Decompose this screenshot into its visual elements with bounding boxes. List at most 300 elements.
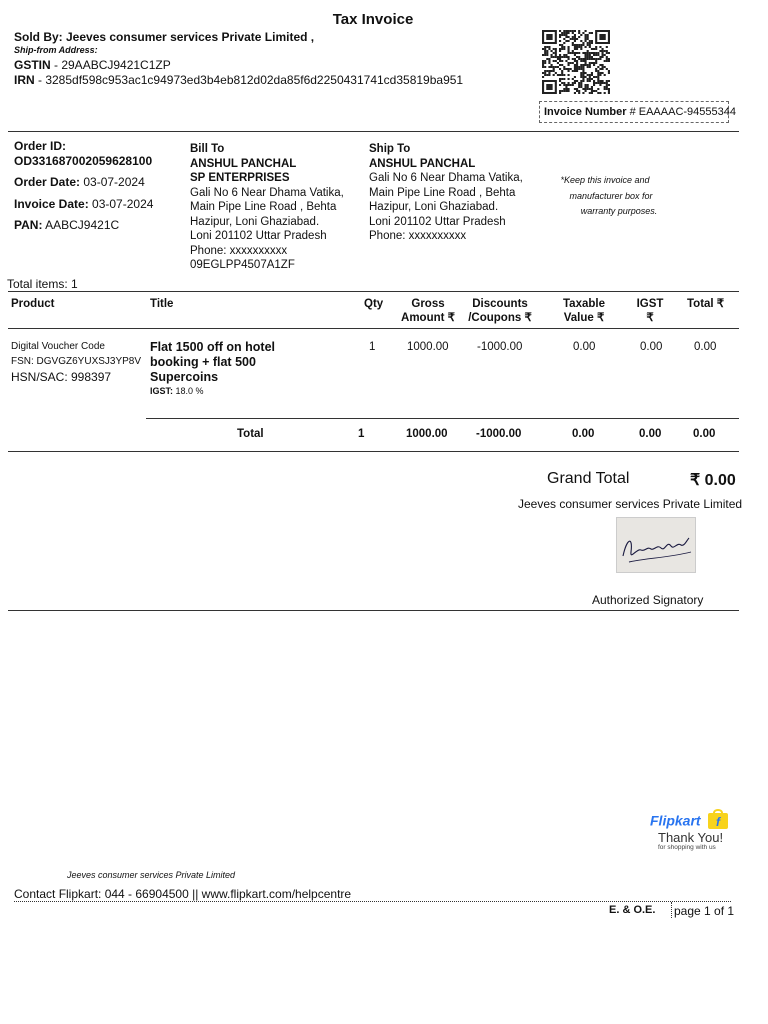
qr-module [565, 32, 567, 34]
col-header-qty: Qty [364, 298, 384, 310]
qr-module [606, 68, 608, 70]
qr-module [578, 30, 580, 32]
qr-module [572, 82, 574, 84]
qr-module [544, 66, 546, 68]
qr-module [542, 60, 544, 62]
qr-module [580, 84, 582, 86]
qr-module [597, 82, 599, 84]
gstin-label: GSTIN [14, 58, 51, 72]
qr-module [595, 90, 597, 92]
order-date-value: 03-07-2024 [80, 175, 145, 189]
qr-module [599, 58, 601, 60]
qr-module [568, 64, 570, 66]
qr-module [602, 72, 604, 74]
qr-module [574, 88, 576, 90]
qr-module [568, 48, 570, 50]
qr-module [555, 66, 557, 68]
qr-module [585, 72, 587, 74]
ship-to-block [369, 142, 523, 244]
qr-module [587, 64, 589, 66]
col-header-product: Product [11, 298, 55, 310]
thank-you: Thank You! [658, 830, 724, 845]
qr-module [553, 52, 555, 54]
qr-module [574, 38, 576, 40]
qr-module [548, 48, 550, 50]
total-items: Total items: 1 [7, 277, 78, 291]
qr-module [553, 56, 555, 58]
qr-module [591, 78, 593, 80]
qr-module [563, 82, 565, 84]
qr-module [555, 50, 557, 52]
totals-gross: 1000.00 [406, 428, 448, 440]
qr-module [548, 62, 550, 64]
qr-module [591, 42, 593, 44]
qr-module [585, 40, 587, 42]
qr-module [587, 84, 589, 86]
qr-module [544, 46, 546, 48]
qr-module [559, 44, 561, 46]
qr-module [576, 64, 578, 66]
qr-module [587, 66, 589, 68]
qr-module [582, 72, 584, 74]
qr-module [568, 62, 570, 64]
qr-module [599, 46, 601, 48]
qr-module [555, 52, 557, 54]
qr-module [559, 74, 561, 76]
qr-module [574, 40, 576, 42]
qr-module [565, 68, 567, 70]
qr-module [591, 62, 593, 64]
qr-module [582, 88, 584, 90]
qr-module [608, 60, 610, 62]
order-id-label: Order ID: [14, 139, 67, 153]
qr-module [561, 72, 563, 74]
qr-module [542, 64, 544, 66]
qr-module [595, 70, 597, 72]
qr-module [570, 30, 572, 32]
qr-module [595, 54, 597, 56]
qr-module [587, 54, 589, 56]
qr-module [580, 76, 582, 78]
qr-module [589, 92, 591, 94]
qr-module [582, 70, 584, 72]
bill-to-line: Gali No 6 Near Dhama Vatika, [190, 186, 344, 199]
qr-module [587, 38, 589, 40]
qr-code [542, 30, 610, 94]
qr-module [548, 46, 550, 48]
qr-module [587, 44, 589, 46]
qr-module [593, 48, 595, 50]
qr-module [574, 60, 576, 62]
qr-module [608, 84, 610, 86]
qr-module [576, 52, 578, 54]
col-header-discounts [465, 297, 535, 325]
qr-module [585, 38, 587, 40]
qr-module [563, 46, 565, 48]
qr-module [561, 46, 563, 48]
qr-module [551, 54, 553, 56]
bill-to-block [190, 142, 344, 273]
qr-module [593, 54, 595, 56]
qr-module [582, 58, 584, 60]
qr-module [589, 62, 591, 64]
qr-module [578, 36, 580, 38]
qr-module [602, 48, 604, 50]
order-date [14, 175, 145, 189]
qr-module [561, 44, 563, 46]
qr-module [576, 38, 578, 40]
qr-module [572, 42, 574, 44]
qr-module [599, 80, 601, 82]
qr-module [608, 72, 610, 74]
qr-module [585, 46, 587, 48]
qr-module [589, 64, 591, 66]
qr-module [602, 64, 604, 66]
qr-module [568, 74, 570, 76]
qr-module [551, 64, 553, 66]
qr-module [576, 48, 578, 50]
qr-module [565, 40, 567, 42]
col-header-igst [630, 297, 670, 325]
qr-module [574, 80, 576, 82]
qr-module [591, 40, 593, 42]
table-top-border [8, 291, 739, 292]
qr-module [602, 52, 604, 54]
qr-module [606, 56, 608, 58]
col-header-gross-line: Gross [411, 298, 445, 310]
qr-module [602, 82, 604, 84]
qr-module [574, 76, 576, 78]
qr-module [604, 88, 606, 90]
col-header-taxable-line: Taxable [563, 298, 605, 310]
warranty-note-line: warranty purposes. [580, 206, 658, 216]
qr-module [597, 66, 599, 68]
qr-module [561, 34, 563, 36]
seller-company: Jeeves consumer services Private Limited [518, 497, 743, 511]
qr-module [576, 56, 578, 58]
qr-module [608, 88, 610, 90]
page-title: Tax Invoice [332, 11, 414, 28]
product-title-line: booking + flat 500 [150, 355, 256, 369]
bill-to-phone: Phone: xxxxxxxxxx [190, 244, 288, 257]
qr-module [585, 88, 587, 90]
qr-module [563, 74, 565, 76]
qr-module [574, 44, 576, 46]
col-header-gross [398, 297, 458, 325]
qr-module [602, 56, 604, 58]
qr-module [582, 68, 584, 70]
qr-module [591, 90, 593, 92]
qr-module [587, 36, 589, 38]
qr-module [570, 38, 572, 40]
totals-qty: 1 [358, 428, 365, 440]
qr-module [542, 66, 544, 68]
qr-module [548, 60, 550, 62]
qr-module [585, 64, 587, 66]
qr-module [585, 52, 587, 54]
qr-module [597, 70, 599, 72]
qr-module [542, 62, 544, 64]
qr-module [587, 80, 589, 82]
warranty-note-line: manufacturer box for [569, 190, 653, 201]
qr-module [589, 58, 591, 60]
qr-module [604, 66, 606, 68]
qr-module [561, 78, 563, 80]
qr-module [597, 92, 599, 94]
qr-module [597, 80, 599, 82]
grand-total-label: Grand Total [547, 470, 630, 487]
qr-module [578, 44, 580, 46]
qr-module [544, 60, 546, 62]
qr-module [589, 80, 591, 82]
qr-module [587, 88, 589, 90]
qr-module [606, 86, 608, 88]
qr-module [576, 62, 578, 64]
qr-module [557, 66, 559, 68]
qr-module [576, 60, 578, 62]
qr-module [582, 52, 584, 54]
qr-module [548, 72, 550, 74]
bill-to-line: Hazipur, Loni Ghaziabad. [190, 215, 320, 228]
qr-module [595, 60, 597, 62]
qr-module [582, 78, 584, 80]
qr-module [582, 32, 584, 34]
qr-module [582, 44, 584, 46]
qr-module [576, 46, 578, 48]
qr-module [602, 68, 604, 70]
qr-module [599, 50, 601, 52]
row-discount: -1000.00 [477, 341, 523, 353]
qr-module [580, 66, 582, 68]
qr-module [561, 32, 563, 34]
qr-module [572, 58, 574, 60]
qr-module [576, 44, 578, 46]
qr-module [544, 48, 546, 50]
qr-module [572, 62, 574, 64]
qr-module [589, 40, 591, 42]
qr-module [595, 62, 597, 64]
qr-module [574, 54, 576, 56]
qr-module [599, 68, 601, 70]
qr-module [597, 78, 599, 80]
sold-by: Sold By: Jeeves consumer services Private Limited , [14, 30, 315, 44]
qr-module [576, 90, 578, 92]
qr-module [587, 78, 589, 80]
qr-module [559, 92, 561, 94]
ship-to-line: Hazipur, Loni Ghaziabad. [369, 201, 499, 213]
qr-module [578, 56, 580, 58]
qr-module [608, 90, 610, 92]
qr-module [559, 40, 561, 42]
qr-module [578, 68, 580, 70]
qr-module [582, 74, 584, 76]
qr-module [561, 60, 563, 62]
qr-module [555, 48, 557, 50]
qr-module [589, 56, 591, 58]
qr-module [604, 74, 606, 76]
qr-module [553, 70, 555, 72]
qr-module [585, 76, 587, 78]
qr-module [546, 74, 548, 76]
qr-module [557, 58, 559, 60]
product-title [150, 340, 275, 385]
qr-finder-pattern [599, 34, 605, 40]
qr-module [578, 90, 580, 92]
qr-module [570, 68, 572, 70]
qr-module [580, 34, 582, 36]
qr-module [582, 80, 584, 82]
qr-module [585, 58, 587, 60]
order-id-value: OD331687002059628100 [14, 154, 153, 168]
page-number: page 1 of 1 [674, 904, 735, 918]
qr-module [589, 52, 591, 54]
qr-module [602, 80, 604, 82]
qr-module [593, 90, 595, 92]
qr-module [568, 52, 570, 54]
qr-module [580, 48, 582, 50]
qr-module [597, 74, 599, 76]
qr-module [572, 30, 574, 32]
qr-module [559, 90, 561, 92]
qr-module [595, 76, 597, 78]
qr-module [595, 48, 597, 50]
qr-module [559, 60, 561, 62]
qr-module [572, 38, 574, 40]
qr-module [551, 56, 553, 58]
irn-value: - 3285df598c953ac1c94973ed3b4eb812d02da85f6d2250431741cd35819ba951 [34, 73, 464, 87]
qr-module [574, 66, 576, 68]
qr-module [574, 64, 576, 66]
qr-module [574, 58, 576, 60]
qr-module [591, 56, 593, 58]
warranty-note [540, 173, 670, 220]
table-header-border [8, 328, 739, 329]
qr-module [572, 52, 574, 54]
qr-module [561, 56, 563, 58]
qr-module [582, 64, 584, 66]
qr-module [602, 50, 604, 52]
qr-module [559, 58, 561, 60]
qr-module [582, 92, 584, 94]
footer-company: Jeeves consumer services Private Limited [67, 870, 236, 880]
qr-module [548, 74, 550, 76]
qr-module [561, 70, 563, 72]
qr-module [580, 74, 582, 76]
qr-module [589, 78, 591, 80]
qr-module [578, 86, 580, 88]
qr-module [582, 42, 584, 44]
qr-module [565, 36, 567, 38]
qr-module [557, 56, 559, 58]
qr-module [595, 46, 597, 48]
qr-module [568, 88, 570, 90]
qr-module [578, 52, 580, 54]
qr-module [546, 52, 548, 54]
qr-module [563, 90, 565, 92]
ship-to-line: Loni 201102 Uttar Pradesh [369, 215, 506, 228]
qr-module [572, 44, 574, 46]
qr-module [597, 52, 599, 54]
qr-module [553, 66, 555, 68]
qr-module [572, 36, 574, 38]
ship-to-name: ANSHUL PANCHAL [369, 157, 476, 170]
qr-module [557, 62, 559, 64]
svg-text:f: f [716, 815, 721, 829]
warranty-note-line: *Keep this invoice and [560, 175, 650, 185]
qr-module [548, 70, 550, 72]
qr-module [578, 32, 580, 34]
qr-module [559, 48, 561, 50]
col-header-total: Total ₹ [687, 298, 725, 310]
qr-module [599, 74, 601, 76]
qr-module [604, 60, 606, 62]
qr-module [602, 66, 604, 68]
qr-module [589, 66, 591, 68]
qr-module [542, 76, 544, 78]
qr-module [574, 52, 576, 54]
ship-to-line: Gali No 6 Near Dhama Vatika, [369, 172, 523, 184]
qr-module [585, 60, 587, 62]
qr-module [574, 34, 576, 36]
qr-module [585, 34, 587, 36]
qr-module [608, 58, 610, 60]
qr-module [589, 44, 591, 46]
qr-module [570, 52, 572, 54]
qr-module [578, 66, 580, 68]
qr-module [576, 88, 578, 90]
qr-module [585, 54, 587, 56]
qr-module [574, 48, 576, 50]
qr-module [593, 84, 595, 86]
qr-module [580, 68, 582, 70]
qr-module [587, 52, 589, 54]
qr-module [599, 92, 601, 94]
ship-to-heading: Ship To [369, 143, 411, 155]
product-title-line: Supercoins [150, 370, 219, 384]
qr-module [555, 60, 557, 62]
qr-module [544, 50, 546, 52]
qr-module [582, 60, 584, 62]
qr-module [587, 58, 589, 60]
totals-discount: -1000.00 [476, 428, 522, 440]
qr-module [597, 76, 599, 78]
qr-module [551, 66, 553, 68]
qr-module [553, 74, 555, 76]
col-header-title: Title [150, 298, 174, 310]
qr-module [568, 46, 570, 48]
qr-module [589, 46, 591, 48]
qr-module [580, 80, 582, 82]
qr-module [559, 80, 561, 82]
qr-module [591, 52, 593, 54]
qr-module [582, 66, 584, 68]
qr-module [565, 60, 567, 62]
authorized-signatory: Authorized Signatory [592, 593, 704, 607]
qr-module [574, 46, 576, 48]
qr-module [568, 82, 570, 84]
page-separator [671, 902, 672, 918]
igst-rate-value: 18.0 % [173, 386, 204, 396]
qr-module [570, 84, 572, 86]
qr-module [591, 86, 593, 88]
qr-module [574, 36, 576, 38]
qr-module [548, 66, 550, 68]
qr-module [568, 36, 570, 38]
qr-module [559, 34, 561, 36]
qr-module [563, 38, 565, 40]
col-header-discounts-line: /Coupons ₹ [468, 312, 532, 324]
signature-divider [8, 610, 739, 611]
